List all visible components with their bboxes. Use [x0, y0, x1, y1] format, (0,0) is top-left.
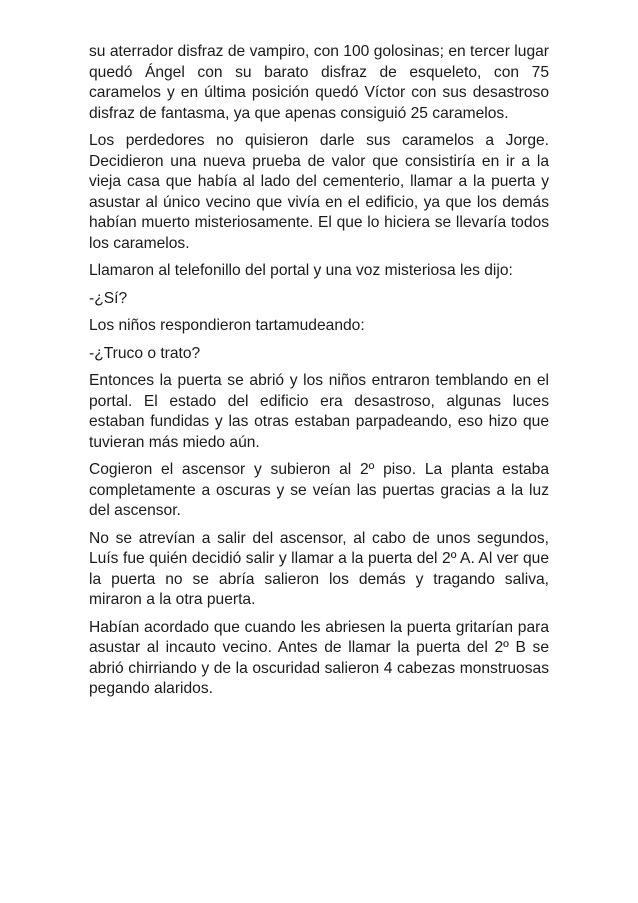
paragraph-6: -¿Truco o trato? — [89, 344, 201, 362]
document-page — [89, 42, 549, 707]
paragraph-9: No se atrevían a salir del ascensor, al cabo de unos segundos, Luís fue quién decidió salir y llamar a la puerta del 2º A. Al ver que la puerta no se abría salieron los demás y tragando saliva, miraron a la otra puerta. — [89, 529, 549, 608]
paragraph-2: Los perdedores no quisieron darle sus caramelos a Jorge. Decidieron una nueva prueba de valor que consistiría en ir a la vieja casa que había al lado del cementerio, llamar a la puerta y asustar al único vecino que vivía en el edificio, ya que los demás habían muerto misteriosamente. El que lo hiciera se llevaría todos los caramelos. — [89, 132, 549, 252]
paragraph-7: Entonces la puerta se abrió y los niños entraron temblando en el portal. El estado del edificio era desastroso, algunas luces estaban fundidas y las otras estaban parpadeando, eso hizo que tuvieran más miedo aún. — [89, 372, 549, 451]
paragraph-10: Habían acordado que cuando les abriesen la puerta gritarían para asustar al incauto vecino. Antes de llamar la puerta del 2º B se abrió chirriando y de la oscuridad salieron 4 cabezas monstruosas pegando alaridos. — [89, 618, 549, 697]
paragraph-3: Llamaron al telefonillo del portal y una voz misteriosa les dijo: — [89, 262, 513, 279]
paragraph-4: -¿Sí? — [89, 289, 128, 307]
paragraph-1: su aterrador disfraz de vampiro, con 100 golosinas; en tercer lugar quedó Ángel con su barato disfraz de esqueleto, con 75 caramelos y en última posición quedó Víctor con sus desastroso disfraz de fantasma, ya que apenas consiguió 25 caramelos. — [89, 43, 549, 122]
paragraph-5: Los niños respondieron tartamudeando: — [89, 317, 365, 334]
paragraph-8: Cogieron el ascensor y subieron al 2º piso. La planta estaba completamente a oscuras y se veían las puertas gracias a la luz del ascensor. — [89, 461, 549, 519]
